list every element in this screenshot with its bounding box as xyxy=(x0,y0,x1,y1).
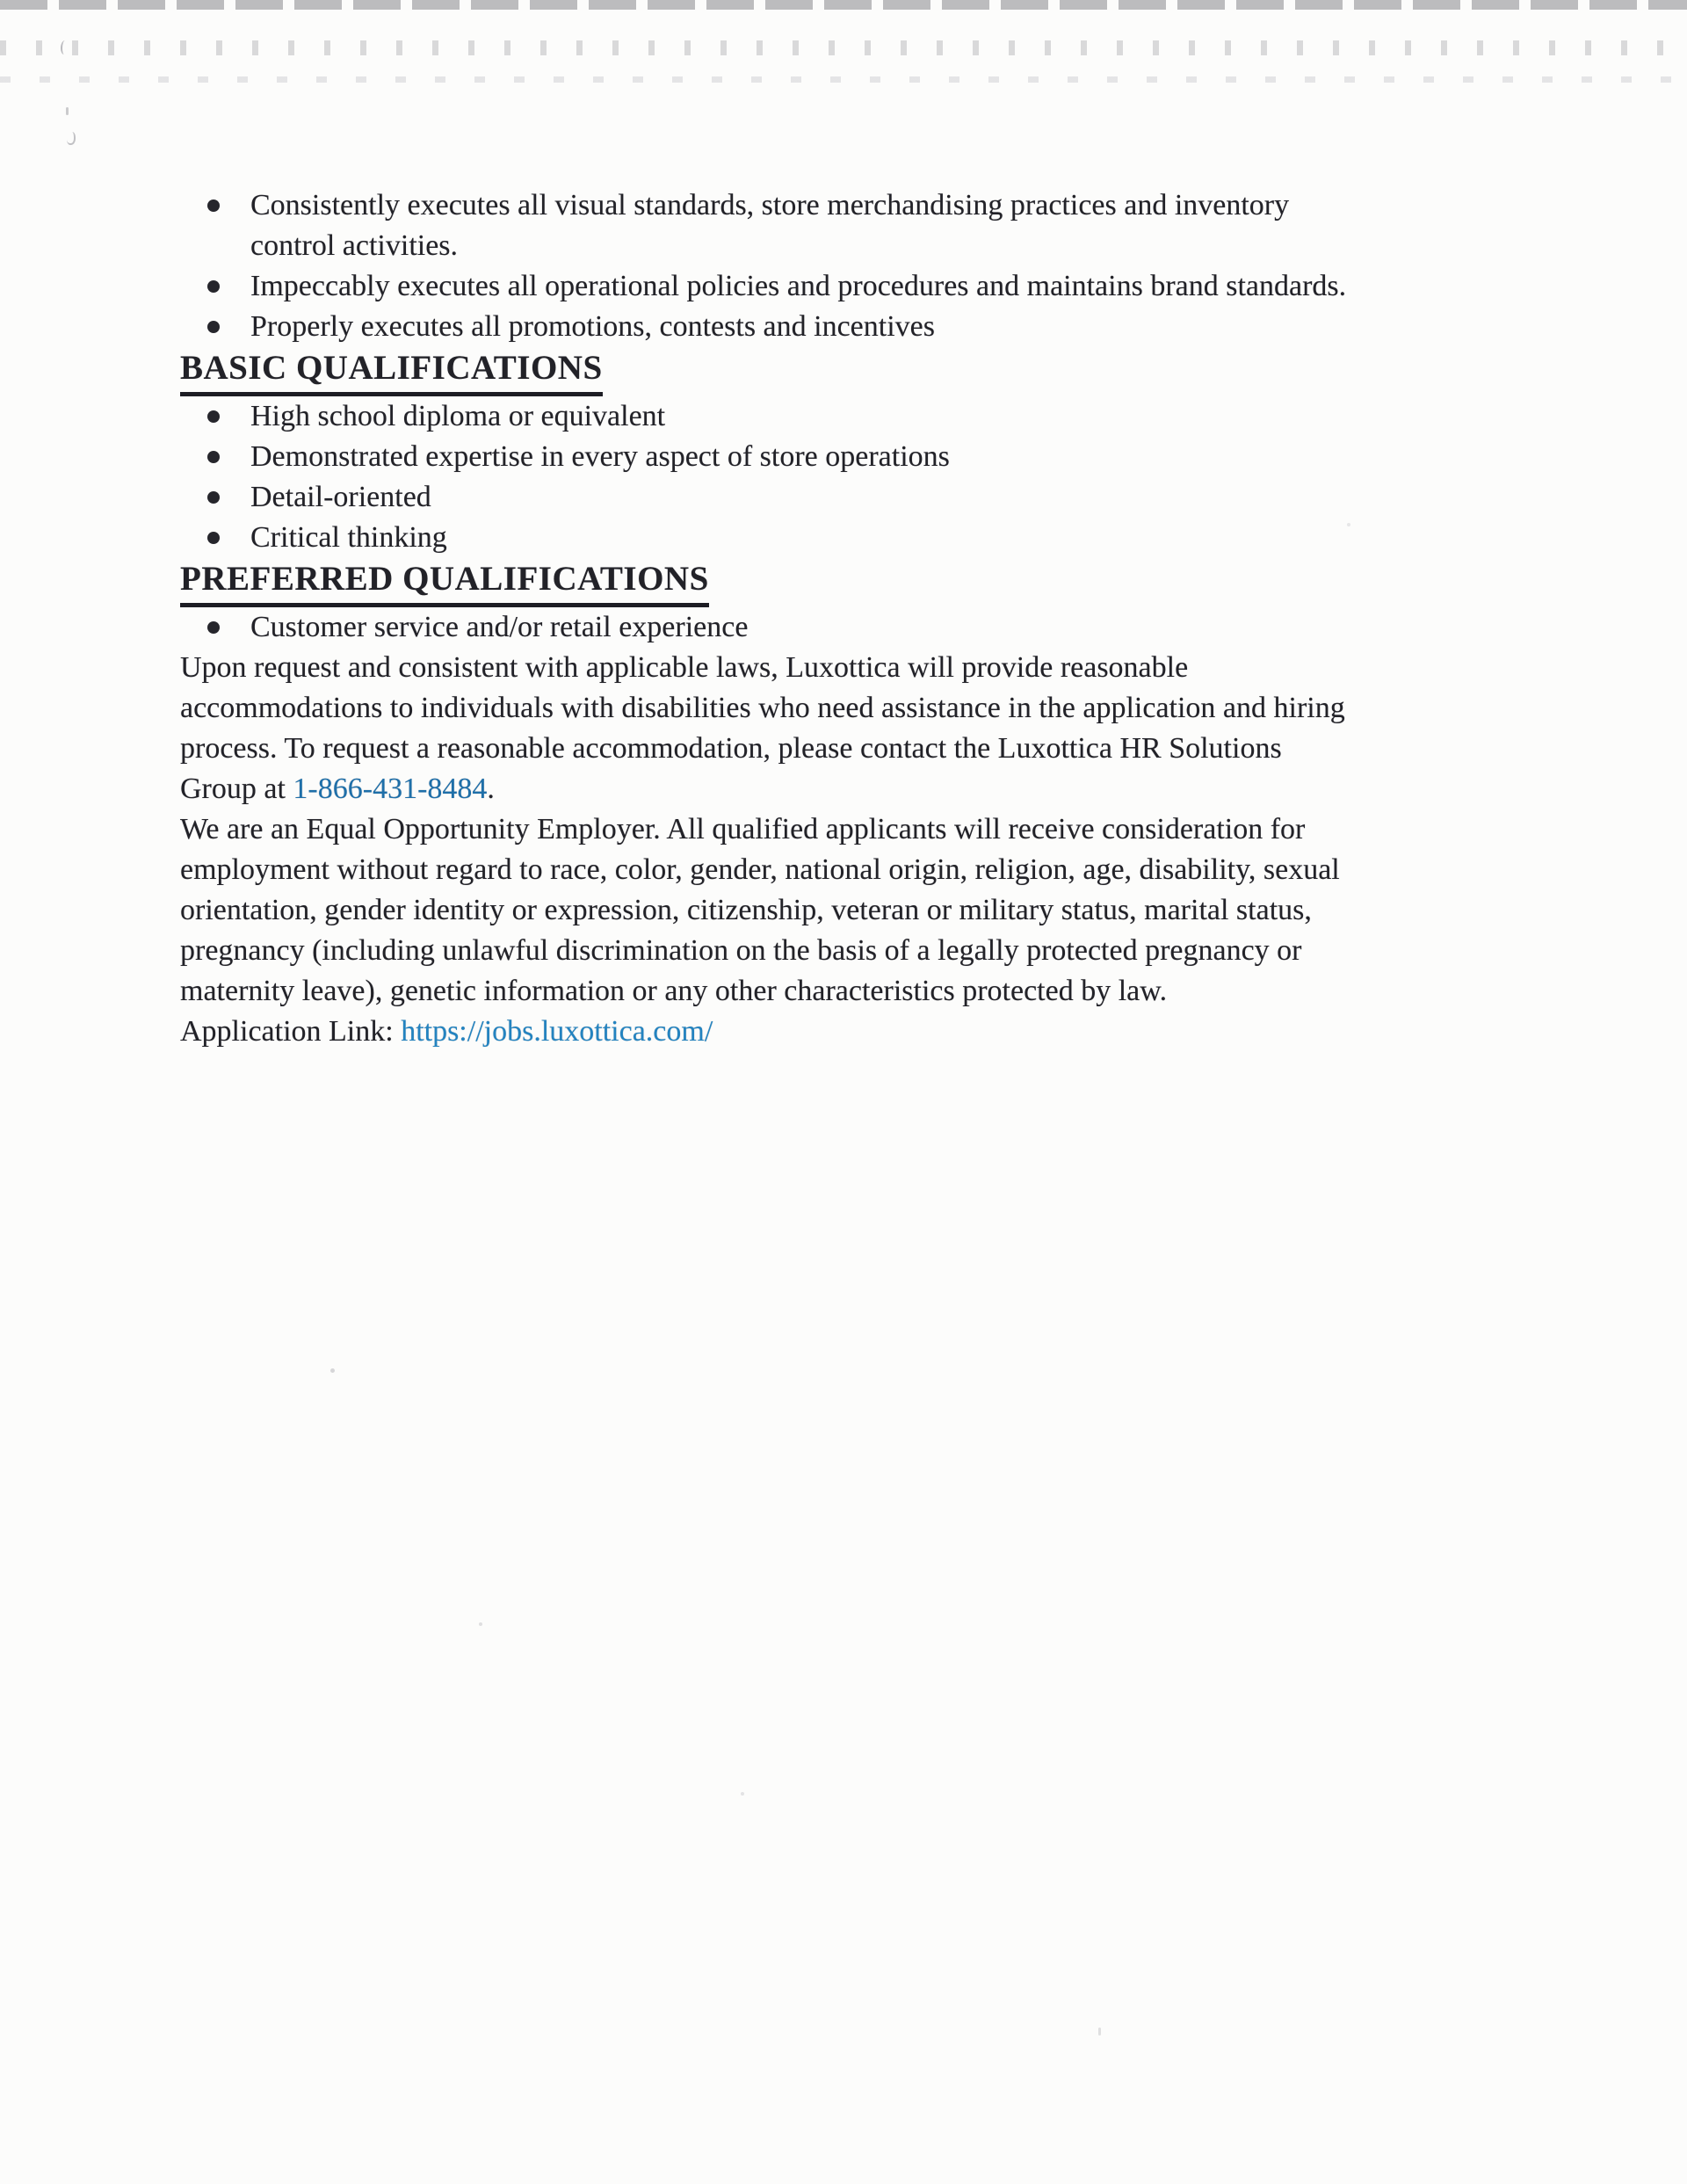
heading-preferred-qualifications xyxy=(180,558,1604,607)
text-line: High school diploma or equivalent xyxy=(250,400,666,432)
scan-speck xyxy=(330,1368,335,1373)
heading-basic-qualifications xyxy=(180,347,1604,396)
scan-speck xyxy=(67,132,76,145)
document-content xyxy=(180,0,1604,1052)
heading-text: BASIC QUALIFICATIONS xyxy=(180,347,603,396)
text-line: Properly executes all promotions, contests and incentives xyxy=(250,310,935,343)
text-line: control activities. xyxy=(250,229,459,262)
text-line: process. To request a reasonable accommodation, please contact the Luxottica HR Solutions xyxy=(180,732,1282,765)
bullet-icon xyxy=(207,532,220,544)
scan-speck xyxy=(479,1622,482,1626)
application-link-label: Application Link: xyxy=(180,1015,402,1048)
scan-speck xyxy=(741,1792,744,1796)
text-line: Consistently executes all visual standards, store merchandising practices and inventory xyxy=(250,189,1290,221)
text-line: pregnancy (including unlawful discrimination on the basis of a legally protected pregnancy or xyxy=(180,934,1302,967)
bullet-icon xyxy=(207,321,220,333)
phone-line-suffix: . xyxy=(487,773,495,805)
bullet-icon xyxy=(207,410,220,423)
heading-text: PREFERRED QUALIFICATIONS xyxy=(180,558,709,607)
text-line: Critical thinking xyxy=(250,521,447,554)
list-item xyxy=(180,185,1604,266)
list-item xyxy=(180,307,1604,347)
scan-speck xyxy=(66,107,69,115)
bullet-icon xyxy=(207,200,220,212)
list-item xyxy=(180,518,1604,558)
text-line: We are an Equal Opportunity Employer. All qualified applicants will receive consideration for xyxy=(180,813,1306,845)
text-line xyxy=(180,769,1604,809)
text-line: accommodations to individuals with disabilities who need assistance in the application and hiring xyxy=(180,692,1345,724)
scan-speck xyxy=(61,40,69,54)
eeo-paragraph xyxy=(180,809,1604,1012)
bullet-icon xyxy=(207,621,220,634)
bullet-icon xyxy=(207,451,220,463)
basic-qualifications-list xyxy=(180,396,1604,558)
list-item xyxy=(180,266,1604,307)
application-link-line xyxy=(180,1012,1604,1052)
list-item xyxy=(180,477,1604,518)
text-line: Customer service and/or retail experience xyxy=(250,611,749,643)
bullet-icon xyxy=(207,491,220,504)
text-line: Impeccably executes all operational policies and procedures and maintains brand standards. xyxy=(250,270,1347,302)
list-item xyxy=(180,396,1604,437)
text-line: employment without regard to race, color, gender, national origin, religion, age, disability, sexual xyxy=(180,853,1340,886)
phone-line-prefix: Group at xyxy=(180,773,293,805)
text-line: maternity leave), genetic information or any other characteristics protected by law. xyxy=(180,975,1168,1007)
application-url-link[interactable]: https://jobs.luxottica.com/ xyxy=(401,1015,713,1048)
text-line: Demonstrated expertise in every aspect of store operations xyxy=(250,440,950,473)
text-line: Upon request and consistent with applicable laws, Luxottica will provide reasonable xyxy=(180,651,1189,684)
text-line: orientation, gender identity or expression, citizenship, veteran or military status, marital status, xyxy=(180,894,1312,926)
bullet-icon xyxy=(207,280,220,293)
scan-speck xyxy=(1098,2028,1101,2035)
phone-link[interactable]: 1-866-431-8484 xyxy=(293,773,488,805)
preferred-qualifications-list xyxy=(180,607,1604,648)
list-item xyxy=(180,607,1604,648)
text-line: Detail-oriented xyxy=(250,481,431,513)
duties-list xyxy=(180,185,1604,347)
list-item xyxy=(180,437,1604,477)
accommodation-paragraph xyxy=(180,648,1604,809)
